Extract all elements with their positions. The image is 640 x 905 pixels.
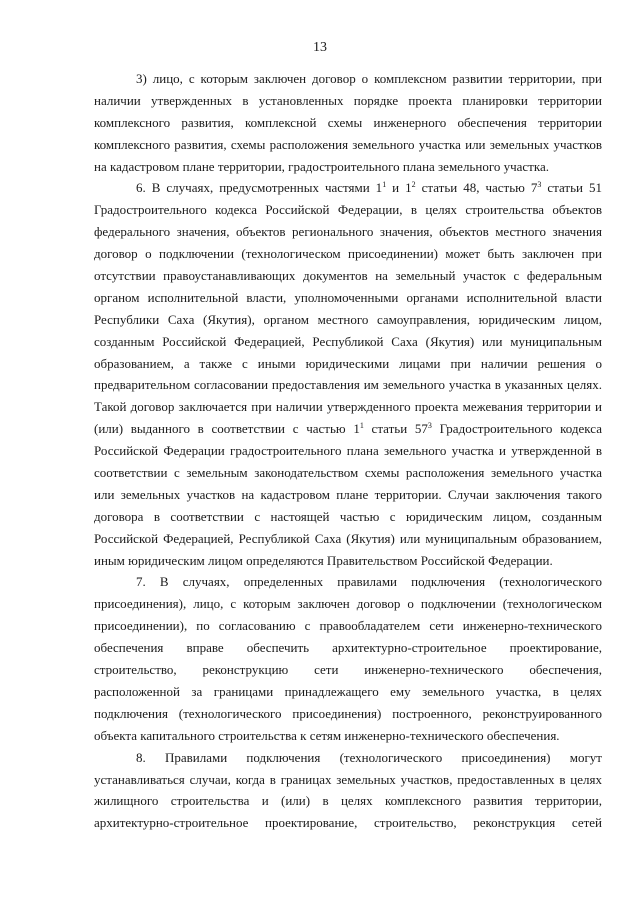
text-run: статьи 57 <box>363 421 428 437</box>
superscript: 1 <box>359 421 364 431</box>
text-line <box>94 112 602 134</box>
text-line <box>94 484 602 506</box>
text-line <box>94 374 602 396</box>
text-line <box>94 659 602 681</box>
text-line <box>94 353 602 375</box>
text-run: иным юридическим лицом определяются Правительством Российской Федерации. <box>94 552 553 568</box>
text-run: образованием, а также с иными юридическими лицами при наличии решения о <box>94 355 602 371</box>
text-line <box>94 221 602 243</box>
text-run: объекта капитального строительства к сетям инженерно-технического обеспечения. <box>94 727 560 743</box>
text-run: федерального значения, объектов регионального значения, объектов местного значения <box>94 224 602 240</box>
text-line <box>94 790 602 812</box>
text-line <box>94 243 602 265</box>
text-run: Республики Саха (Якутия), органом местного самоуправления, юридическим лицом, <box>94 311 602 327</box>
text-line <box>94 703 602 725</box>
text-line <box>94 68 602 90</box>
text-run: комплексного развития, схемы расположения земельного участка или земельных участков <box>94 136 602 152</box>
text-run: расположенной за границами принадлежащего ему земельного участка, в целях <box>94 683 602 699</box>
text-line <box>94 265 602 287</box>
text-run: обеспечения вправе обеспечить архитектурно-строительное проектирование, <box>94 640 602 656</box>
text-line <box>94 177 602 199</box>
text-run: жилищного строительства и (или) в целях комплексного развития территории, <box>94 793 602 809</box>
text-line <box>94 550 602 572</box>
text-run: статьи 51 <box>541 180 602 196</box>
text-line <box>94 462 602 484</box>
page-number: 13 <box>313 40 327 55</box>
text-run: Такой договор заключается при наличии утвержденного проекта межевания территории и <box>94 399 602 415</box>
text-run: комплексного развития, комплексной схемы инженерного обеспечения территории <box>94 114 602 130</box>
text-run: соответствии с земельным законодательством схемы расположения земельного участка <box>94 465 602 481</box>
text-line <box>94 812 602 834</box>
text-run: строительство, реконструкцию сети инженерно-технического обеспечения, <box>94 662 602 678</box>
text-line <box>94 681 602 703</box>
text-run: или земельных участков на кадастровом плане территории. Случаи заключения такого <box>94 486 602 502</box>
text-line <box>94 418 602 440</box>
text-run: 8. Правилами подключения (технологического присоединения) могут <box>136 749 602 765</box>
text-line <box>94 287 602 309</box>
superscript: 1 <box>382 180 387 190</box>
text-run: устанавливаться случаи, когда в границах земельных участков, предоставленных в целях <box>94 771 602 787</box>
text-line <box>94 134 602 156</box>
text-line <box>94 725 602 747</box>
superscript: 3 <box>427 421 432 431</box>
text-run: органом исполнительной власти, уполномоченными органами исполнительной власти <box>94 289 602 305</box>
text-run: договора в соответствии с настоящей частью с юридическим лицом, созданным <box>94 508 602 524</box>
text-run: предварительном согласовании предоставления им земельного участка в указанных целях. <box>94 377 602 393</box>
text-line <box>94 156 602 178</box>
text-run: Российской Федерацией, Республикой Саха (Якутия) или муниципальным образованием, <box>94 530 602 546</box>
text-line <box>94 571 602 593</box>
superscript: 2 <box>411 180 416 190</box>
text-line <box>94 528 602 550</box>
text-run: договор о подключении (технологическом присоединении) может быть заключен при <box>94 246 602 262</box>
text-line <box>94 396 602 418</box>
text-run: подключения (технологического присоединения) построенного, реконструированного <box>94 705 602 721</box>
text-line <box>94 440 602 462</box>
text-run: и 1 <box>386 180 412 196</box>
text-run: 3) лицо, с которым заключен договор о комплексном развитии территории, при <box>136 71 602 86</box>
text-run: (или) выданного в соответствии с частью 1 <box>94 421 360 437</box>
text-line <box>94 769 602 791</box>
text-line <box>94 506 602 528</box>
text-run: наличии утвержденных в установленных порядке проекта планировки территории <box>94 92 602 108</box>
text-line <box>94 199 602 221</box>
text-run: Градостроительного кодекса Российской Федерации, в целях строительства объектов <box>94 202 602 218</box>
text-run: 6. В случаях, предусмотренных частями 1 <box>136 180 383 196</box>
text-line <box>94 615 602 637</box>
text-line <box>94 593 602 615</box>
text-line <box>94 637 602 659</box>
text-line <box>94 90 602 112</box>
text-line <box>94 747 602 769</box>
text-line <box>94 331 602 353</box>
text-run: созданным Российской Федерацией, Республикой Саха (Якутия) или муниципальным <box>94 333 602 349</box>
text-run: присоединении), по согласованию с правообладателем сети инженерно-технического <box>94 618 602 634</box>
text-run: Российской Федерации градостроительного плана земельного участка и утвержденной в <box>94 443 602 459</box>
superscript: 3 <box>537 180 542 190</box>
text-line <box>94 309 602 331</box>
text-run: архитектурно-строительное проектирование, строительство, реконструкция сетей <box>94 815 602 831</box>
text-run: Градостроительного кодекса <box>431 421 602 437</box>
document-text <box>94 68 602 834</box>
text-run: 7. В случаях, определенных правилами подключения (технологического <box>136 574 602 590</box>
text-run: присоединения), лицо, с которым заключен договор о подключении (технологическом <box>94 596 602 612</box>
text-run: статьи 48, частью 7 <box>415 180 538 196</box>
text-run: отсутствии правоустанавливающих документов на земельный участок с федеральным <box>94 268 602 284</box>
text-run: на кадастровом плане территории, градостроительного плана земельного участка. <box>94 158 549 174</box>
